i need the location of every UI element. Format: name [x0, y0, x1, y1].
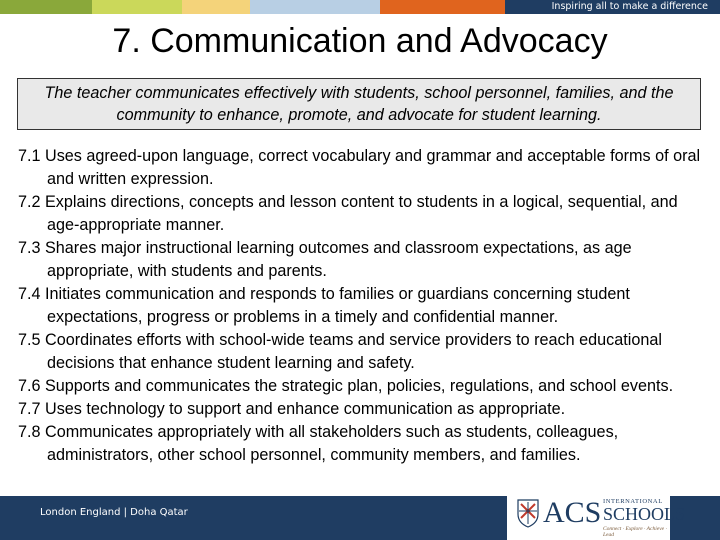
logo-schools-text: SCHOOLS: [603, 504, 686, 524]
list-item: 7.5 Coordinates efforts with school-wide teams and service providers to reach educational decisions that enhance student learning and safety.: [18, 331, 662, 372]
list-item: 7.7 Uses technology to support and enhance communication as appropriate.: [18, 400, 566, 418]
logo-international-text: INTERNATIONAL: [603, 498, 663, 505]
list-item: 7.2 Explains directions, concepts and lesson content to students in a logical, sequential, and age-appropriate manner.: [18, 193, 678, 234]
list-item: 7.1 Uses agreed-upon language, correct vocabulary and grammar and acceptable forms of oral and written expression.: [18, 147, 701, 188]
list-item: 7.6 Supports and communicates the strategic plan, policies, regulations, and school events.: [18, 377, 674, 395]
summary-box: [17, 78, 701, 130]
logo-acs-text: ACS: [543, 496, 602, 529]
summary-text: The teacher communicates effectively with students, school personnel, families, and the community to enhance, promote, and advocate for student learning.: [44, 84, 674, 124]
header-color-bar: [0, 0, 720, 14]
crest-icon: [516, 498, 540, 528]
color-segment: [92, 0, 182, 14]
color-segment: [0, 0, 92, 14]
list-item: 7.3 Shares major instructional learning outcomes and classroom expectations, as age appropriate, with students and parents.: [18, 239, 632, 280]
footer-locations: London England | Doha Qatar: [40, 507, 188, 518]
standards-list: [18, 145, 708, 467]
list-item: 7.8 Communicates appropriately with all stakeholders such as students, colleagues, administrators, other school personnel, community members, and families.: [18, 423, 619, 464]
color-segment: [182, 0, 250, 14]
list-item: 7.4 Initiates communication and responds to families or guardians concerning student expectations, progress or problems in a timely and confidential manner.: [18, 285, 630, 326]
slide-title: 7. Communication and Advocacy: [112, 22, 608, 60]
logo-motto: Connect · Explore · Achieve · Lead: [603, 526, 667, 538]
tagline: Inspiring all to make a difference: [551, 1, 708, 12]
color-segment: [380, 0, 505, 14]
color-segment: [250, 0, 380, 14]
school-logo: [507, 490, 686, 540]
